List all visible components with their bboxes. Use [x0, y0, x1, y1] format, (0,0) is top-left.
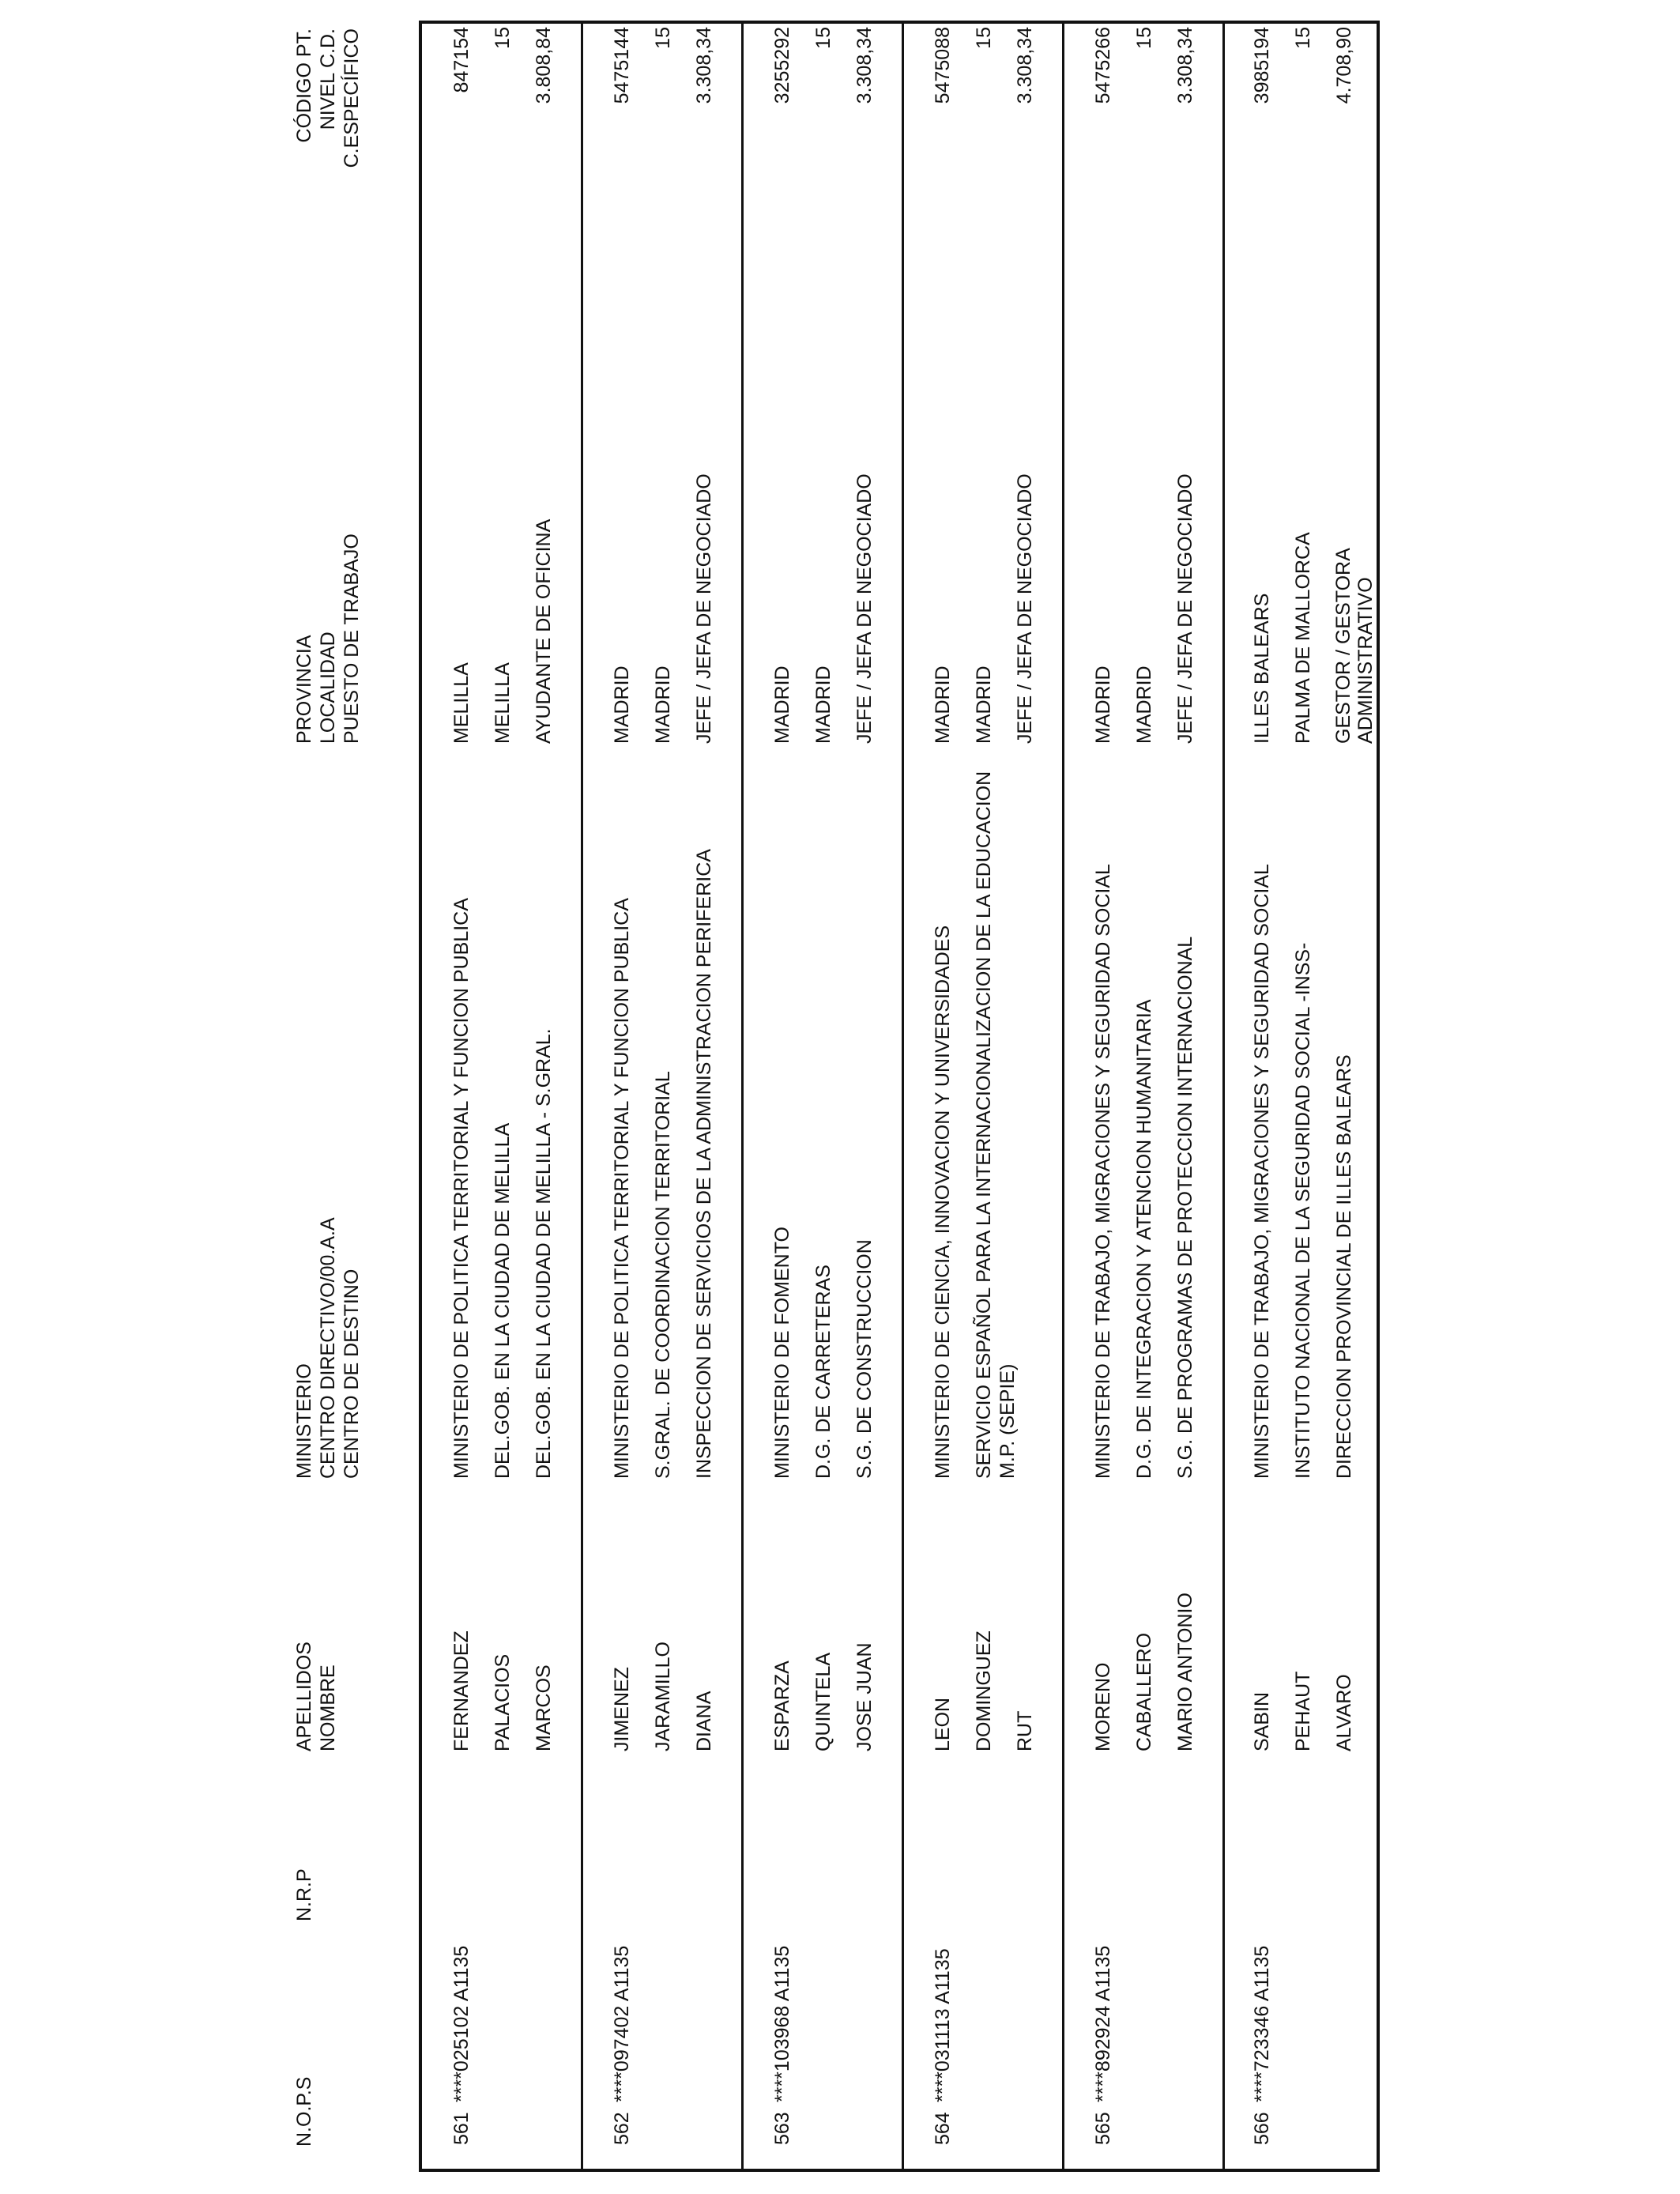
apellido1-cell: ESPARZA — [771, 1661, 793, 1751]
especifico-cell: 3.808,84 — [533, 27, 555, 104]
nops-cell: 564 — [932, 2112, 954, 2145]
nops-cell: 561 — [450, 2112, 473, 2145]
centro-destino-cell: DIRECCION PROVINCIAL DE ILLES BALEARS — [1333, 1054, 1355, 1479]
nops-cell: 563 — [771, 2112, 793, 2145]
records-table — [419, 21, 1380, 2172]
localidad-cell: MADRID — [812, 665, 834, 744]
centro-destino-cell: INSPECCION DE SERVICIOS DE LA ADMINISTRACION PERIFERICA — [693, 849, 715, 1479]
apellido2-cell: PALACIOS — [492, 1653, 514, 1751]
provincia-cell: MADRID — [771, 665, 793, 744]
header-nivel-label: NIVEL C.D. — [317, 28, 339, 130]
nivel-cell: 15 — [1292, 27, 1314, 49]
ministerio-cell: MINISTERIO DE POLITICA TERRITORIAL Y FUNCION PUBLICA — [450, 898, 473, 1479]
nrp-cell: ****025102 A1135 — [450, 1945, 473, 2102]
apellido2-cell: JARAMILLO — [652, 1642, 674, 1751]
nivel-cell: 15 — [1133, 27, 1155, 49]
header-apellidos-label: APELLIDOS — [293, 1642, 315, 1751]
table-row — [1250, 24, 1377, 2169]
nombre-cell: RUT — [1014, 1710, 1036, 1751]
header-especifico-label: C.ESPECÍFICO — [341, 28, 363, 168]
especifico-cell: 3.308,34 — [1014, 27, 1036, 104]
provincia-cell: MELILLA — [450, 662, 473, 744]
localidad-cell: MADRID — [652, 665, 674, 744]
row-divider — [581, 24, 583, 2169]
codigo-cell: 5475144 — [611, 27, 633, 104]
table-row — [770, 24, 897, 2169]
row-divider — [1222, 24, 1225, 2169]
nrp-cell: ****892924 A1135 — [1092, 1945, 1114, 2102]
nrp-cell: ****097402 A1135 — [611, 1945, 633, 2102]
apellido1-cell: FERNANDEZ — [450, 1630, 473, 1751]
nombre-cell: MARIO ANTONIO — [1174, 1593, 1196, 1751]
especifico-cell: 3.308,34 — [1174, 27, 1196, 104]
apellido2-cell: QUINTELA — [812, 1652, 834, 1751]
header-nrp — [292, 1868, 316, 1921]
nivel-cell: 15 — [492, 27, 514, 49]
provincia-cell: MADRID — [932, 665, 954, 744]
centro-directivo-cell: SERVICIO ESPAÑOL PARA LA INTERNACIONALIZACION DE LA EDUCACION M.P. (SEPIE) — [973, 771, 1019, 1479]
apellido1-cell: JIMENEZ — [611, 1667, 633, 1751]
header-ministerio — [292, 1217, 363, 1479]
localidad-cell: PALMA DE MALLORCA — [1292, 532, 1314, 744]
puesto-cell: JEFE / JEFA DE NEGOCIADO — [693, 473, 715, 744]
table-row — [931, 24, 1057, 2169]
table-row — [610, 24, 736, 2169]
localidad-cell: MADRID — [1133, 665, 1155, 744]
especifico-cell: 4.708,90 — [1333, 27, 1355, 104]
nombre-cell: DIANA — [693, 1691, 715, 1751]
header-codigo-label: CÓDIGO PT. — [293, 28, 315, 143]
nivel-cell: 15 — [652, 27, 674, 49]
nivel-cell: 15 — [812, 27, 834, 49]
centro-directivo-cell: S.GRAL. DE COORDINACION TERRITORIAL — [652, 1071, 674, 1479]
header-nrp-label: N.R.P — [293, 1868, 315, 1921]
puesto-cell: AYUDANTE DE OFICINA — [533, 518, 555, 744]
table-row — [1091, 24, 1218, 2169]
header-ministerio-label: MINISTERIO — [293, 1363, 315, 1479]
nops-cell: 566 — [1251, 2112, 1273, 2145]
nombre-cell: MARCOS — [533, 1664, 555, 1751]
header-apellidos — [292, 1642, 340, 1751]
header-centro-destino-label: CENTRO DE DESTINO — [341, 1269, 363, 1479]
centro-directivo-cell: DEL.GOB. EN LA CIUDAD DE MELILLA — [492, 1122, 514, 1479]
puesto-cell: JEFE / JEFA DE NEGOCIADO — [1174, 473, 1196, 744]
centro-destino-cell: DEL.GOB. EN LA CIUDAD DE MELILLA - S.GRAL. — [533, 1028, 555, 1479]
apellido2-cell: PEHAUT — [1292, 1671, 1314, 1751]
ministerio-cell: MINISTERIO DE TRABAJO, MIGRACIONES Y SEGURIDAD SOCIAL — [1251, 864, 1273, 1479]
header-centro-directivo-label: CENTRO DIRECTIVO/00.A.A — [317, 1217, 339, 1479]
header-nops — [292, 2077, 316, 2147]
codigo-cell: 3985194 — [1251, 27, 1273, 104]
header-nombre-label: NOMBRE — [317, 1664, 339, 1751]
especifico-cell: 3.308,34 — [693, 27, 715, 104]
localidad-cell: MADRID — [973, 665, 995, 744]
header-codigo — [292, 28, 363, 194]
apellido1-cell: LEON — [932, 1697, 954, 1751]
centro-directivo-cell: D.G. DE INTEGRACION Y ATENCION HUMANITARIA — [1133, 999, 1155, 1479]
codigo-cell: 847154 — [450, 27, 473, 93]
ministerio-cell: MINISTERIO DE CIENCIA, INNOVACION Y UNIVERSIDADES — [932, 925, 954, 1479]
centro-destino-cell: S.G. DE PROGRAMAS DE PROTECCION INTERNACIONAL — [1174, 936, 1196, 1479]
puesto-cell: GESTOR / GESTORA ADMINISTRATIVO — [1332, 548, 1377, 744]
header-provincia-label: PROVINCIA — [293, 635, 315, 744]
nrp-cell: ****723346 A1135 — [1251, 1945, 1273, 2102]
provincia-cell: ILLES BALEARS — [1251, 593, 1273, 744]
provincia-cell: MADRID — [611, 665, 633, 744]
centro-directivo-cell: D.G. DE CARRETERAS — [812, 1265, 834, 1479]
nombre-cell: ALVARO — [1333, 1674, 1355, 1751]
apellido2-cell: DOMINGUEZ — [973, 1630, 995, 1751]
nombre-cell: JOSE JUAN — [853, 1642, 876, 1751]
row-divider — [1062, 24, 1064, 2169]
codigo-cell: 3255292 — [771, 27, 793, 104]
apellido1-cell: MORENO — [1092, 1662, 1114, 1751]
table-row — [450, 24, 576, 2169]
codigo-cell: 5475088 — [932, 27, 954, 104]
puesto-cell: JEFE / JEFA DE NEGOCIADO — [853, 473, 876, 744]
header-localidad-label: LOCALIDAD — [317, 631, 339, 744]
ministerio-cell: MINISTERIO DE TRABAJO, MIGRACIONES Y SEGURIDAD SOCIAL — [1092, 864, 1114, 1479]
row-divider — [741, 24, 744, 2169]
puesto-cell: JEFE / JEFA DE NEGOCIADO — [1014, 473, 1036, 744]
apellido1-cell: SABIN — [1251, 1691, 1273, 1751]
especifico-cell: 3.308,34 — [853, 27, 876, 104]
row-divider — [902, 24, 904, 2169]
codigo-cell: 5475266 — [1092, 27, 1114, 104]
nivel-cell: 15 — [973, 27, 995, 49]
header-provincia — [292, 533, 363, 744]
centro-directivo-cell: INSTITUTO NACIONAL DE LA SEGURIDAD SOCIAL -INSS- — [1292, 942, 1314, 1479]
centro-destino-cell: S.G. DE CONSTRUCCION — [853, 1239, 876, 1479]
nrp-cell: ****031113 A1135 — [932, 1948, 954, 2102]
header-nops-label: N.O.P.S — [293, 2076, 315, 2147]
nops-cell: 565 — [1092, 2112, 1114, 2145]
apellido2-cell: CABALLERO — [1133, 1632, 1155, 1751]
nops-cell: 562 — [611, 2112, 633, 2145]
localidad-cell: MELILLA — [492, 662, 514, 744]
ministerio-cell: MINISTERIO DE FOMENTO — [771, 1227, 793, 1479]
header-puesto-label: PUESTO DE TRABAJO — [341, 533, 363, 744]
ministerio-cell: MINISTERIO DE POLITICA TERRITORIAL Y FUNCION PUBLICA — [611, 898, 633, 1479]
nrp-cell: ****103968 A1135 — [771, 1945, 793, 2102]
provincia-cell: MADRID — [1092, 665, 1114, 744]
